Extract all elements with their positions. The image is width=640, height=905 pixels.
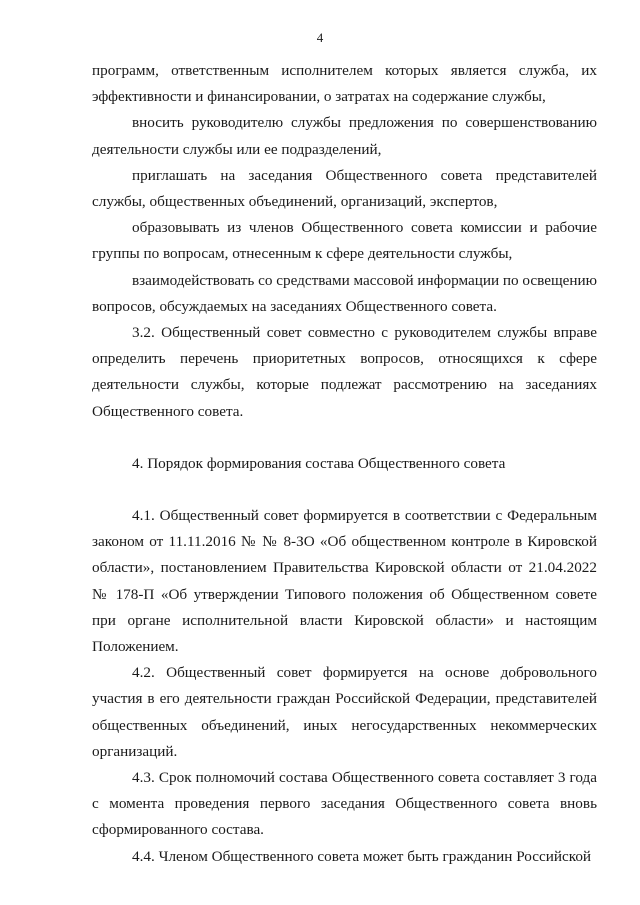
paragraph-4-4: 4.4. Членом Общественного совета может быть гражданин Российской xyxy=(132,847,592,865)
paragraph-4-3: 4.3. Срок полномочий состава Общественного совета составляет 3 года с момента проведения первого заседания Общественного совета вновь сформированного состава. xyxy=(92,769,597,839)
page-number: 4 xyxy=(316,30,324,45)
paragraph-3-2: 3.2. Общественный совет совместно с руководителем службы вправе определить перечень приоритетных вопросов, относящихся к сфере деятельности службы, которые подлежат рассмотрению на заседаниях Общественного совета. xyxy=(92,324,597,420)
paragraph-commissions: образовывать из членов Общественного совета комиссии и рабочие группы по вопросам, отнесенным к сфере деятельности службы, xyxy=(92,219,597,263)
paragraph-media: взаимодействовать со средствами массовой информации по освещению вопросов, обсуждаемых на заседаниях Общественного совета. xyxy=(92,271,597,315)
paragraph-proposals: вносить руководителю службы предложения по совершенствованию деятельности службы или ее подразделений, xyxy=(92,114,597,158)
section-heading: 4. Порядок формирования состава Общественного совета xyxy=(132,454,506,472)
paragraph-invite: приглашать на заседания Общественного совета представителей службы, общественных объединений, организаций, экспертов, xyxy=(92,166,597,211)
paragraph-4-1: 4.1. Общественный совет формируется в соответствии с Федеральным законом от 11.11.2016 № № 8-ЗО «Об общественном контроле в Кировской области», постановлением Правительства Кировской области от 21.04.2022 № 178-П «Об утверждении Типового положения об Общественном совете при органе исполнительной власти Кировской области» и настоящим Положением. xyxy=(92,507,597,656)
paragraph-4-2: 4.2. Общественный совет формируется на основе добровольного участия в его деятельности граждан Российской Федерации, представителей общественных объединений, иных негосударственных некоммерческих организаций. xyxy=(92,664,597,760)
document-body xyxy=(92,58,597,870)
paragraph-continuation: программ, ответственным исполнителем которых является служба, их эффективности и финансировании, о затратах на содержание службы, xyxy=(92,62,597,106)
